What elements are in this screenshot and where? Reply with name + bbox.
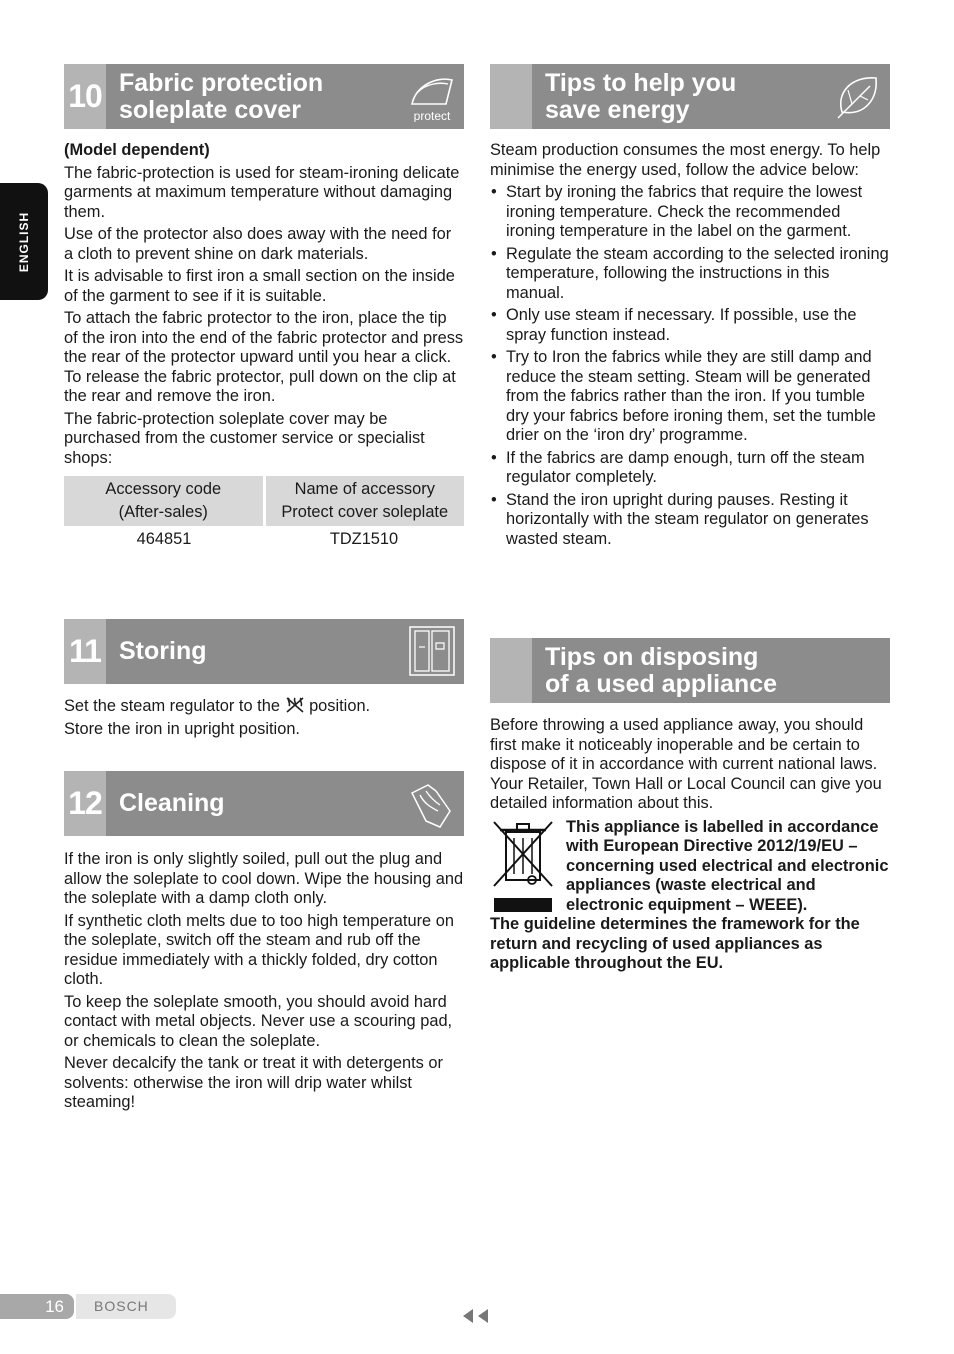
brand-label: BOSCH <box>76 1294 176 1319</box>
accessory-table <box>64 476 464 553</box>
storing-line-before: Set the steam regulator to the <box>64 697 280 715</box>
previous-page-icon[interactable] <box>461 1308 491 1324</box>
list-item: • If the fabrics are damp enough, turn off the steam regulator completely. <box>490 449 890 488</box>
fabric-paragraph: The fabric-protection is used for steam-ironing delicate garments at maximum temperature without damaging them. <box>64 163 460 221</box>
section-title: Fabric protection soleplate cover <box>119 68 324 124</box>
left-column <box>64 64 464 553</box>
storing-line-2: Store the iron in upright position. <box>64 719 300 738</box>
leaf-icon <box>832 70 884 122</box>
list-item: • Stand the iron upright during pauses. Resting it horizontally with the steam regulator on generates wasted steam. <box>490 491 890 550</box>
section-number: 10 <box>64 64 106 129</box>
list-item: • Start by ironing the fabrics that require the lowest ironing temperature. Check the recommended ironing temperature in the label on the garment. <box>490 183 890 242</box>
section-title: Cleaning <box>119 789 225 817</box>
section-number: 12 <box>64 771 106 836</box>
section-number-blank <box>490 64 532 129</box>
weee-statement: This appliance is labelled in accordance with European Directive 2012/19/EU –concerning used electrical and electronic appliances (waste electrical and electronic equipment – WEEE). <box>566 817 889 914</box>
cleaning-paragraph: If synthetic cloth melts due to too high temperature on the soleplate, switch off the steam and rub off the residue immediately with a thickly folded, dry cotton cloth. <box>64 911 454 988</box>
cleaning-hand-icon <box>406 777 458 829</box>
energy-section <box>490 64 890 552</box>
language-label: ENGLISH <box>17 211 31 272</box>
energy-intro: Steam production consumes the most energy. To help minimise the energy used, follow the advice below: <box>490 141 881 179</box>
list-item: • Try to Iron the fabrics while they are still damp and reduce the steam setting. Steam will be generated from the fabrics rather than the iron. If you tumble dry your fabrics before ironing them, set the tumble drier on the ‘iron dry’ programme. <box>490 348 890 446</box>
fabric-paragraph: It is advisable to first iron a small section on the inside of the garment to see if it is suitable. <box>64 267 455 305</box>
storing-section <box>64 619 464 742</box>
accessory-name-value: TDZ1510 <box>329 530 399 548</box>
section-title: Tips on disposing of a used appliance <box>545 642 778 698</box>
disposal-section <box>490 638 890 977</box>
protect-label: protect <box>413 109 451 122</box>
section-title: Storing <box>119 637 207 665</box>
list-item: • Regulate the steam according to the selected ironing temperature, following the instructions in this manual. <box>490 245 890 304</box>
fabric-paragraph: The fabric-protection soleplate cover may be purchased from the customer service or specialist shops: <box>64 409 425 467</box>
disposal-header <box>490 638 890 703</box>
energy-tips-list <box>490 183 890 549</box>
recycling-guideline: The guideline determines the framework for the return and recycling of used appliances as applicable throughout the EU. <box>490 915 860 972</box>
model-dependent-note: (Model dependent) <box>64 141 210 159</box>
cleaning-header <box>64 771 464 836</box>
protect-iron-icon <box>406 70 458 122</box>
accessory-code-header: Accessory code (After-sales) <box>64 476 264 526</box>
storing-header <box>64 619 464 684</box>
energy-header <box>490 64 890 129</box>
section-number-blank <box>490 638 532 703</box>
section-number: 11 <box>64 619 106 684</box>
storing-line-after: position. <box>309 697 371 715</box>
page-number: 16 <box>0 1294 74 1319</box>
language-tab <box>0 183 48 300</box>
disposal-intro: Before throwing a used appliance away, you should first make it noticeably inoperable and be certain to dispose of it in accordance with current national laws. Your Retailer, Town Hall or Local Council can give you detailed information about this. <box>490 716 882 812</box>
fabric-protection-header <box>64 64 464 129</box>
cleaning-paragraph: Never decalcify the tank or treat it with detergents or solvents: otherwise the iron will drip water whilst steaming! <box>64 1054 443 1111</box>
crossed-bin-icon <box>490 818 556 914</box>
cleaning-paragraph: To keep the soleplate smooth, you should avoid hard contact with metal objects. Never use a scouring pad, or chemicals to clean the soleplate. <box>64 992 453 1050</box>
storing-line <box>64 696 464 717</box>
accessory-name-header: Name of accessory Protect cover soleplate <box>264 476 464 526</box>
cupboard-icon <box>406 625 458 677</box>
cleaning-section <box>64 771 464 1116</box>
list-item: • Only use steam if necessary. If possible, use the spray function instead. <box>490 306 890 345</box>
cleaning-paragraph: If the iron is only slightly soiled, pull out the plug and allow the soleplate to cool down. Wipe the housing and the soleplate with a damp cloth only. <box>64 850 464 907</box>
no-steam-icon <box>285 696 305 714</box>
fabric-paragraph: To attach the fabric protector to the iron, place the tip of the iron into the end of the fabric protector and press the rear of the protector upward until you hear a click. To release the fabric protector, pull down on the clip at the rear and remove the iron. <box>64 309 464 405</box>
accessory-code-value: 464851 <box>136 530 192 548</box>
section-title: Tips to help you save energy <box>545 68 737 124</box>
fabric-paragraph: Use of the protector also does away with the need for a cloth to prevent shine on dark materials. <box>64 225 452 263</box>
weee-block <box>490 818 890 916</box>
